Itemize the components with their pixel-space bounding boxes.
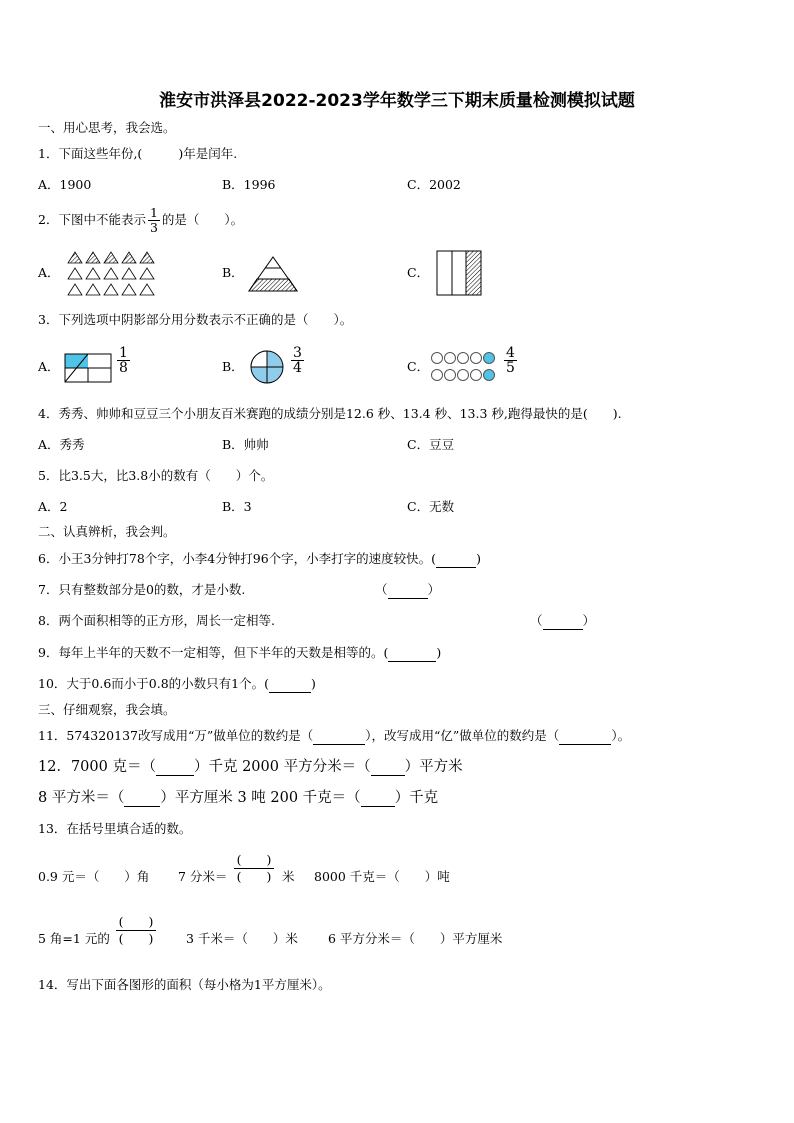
q2-fraction-den: 3 — [149, 220, 158, 235]
q1-stem-b: )年是闰年. — [178, 146, 238, 161]
q2-option-b[interactable]: B． — [222, 265, 244, 280]
q3-a-fraction — [115, 346, 132, 375]
page-title: 淮安市洪泽县2022-2023学年数学三下期末质量检测模拟试题 — [159, 91, 635, 111]
q13-yuan-den[interactable]: ( ) — [118, 931, 154, 946]
q12-l1-c: ）平方米 — [404, 759, 463, 775]
q3-c-num: 4 — [506, 345, 515, 361]
q13-yuan-fraction — [113, 914, 159, 947]
q5-option-c[interactable]: C．无数 — [407, 499, 455, 514]
q13-fenmi-fraction — [231, 852, 277, 885]
q11-text-c: ）。 — [611, 728, 631, 743]
q12-kg-blank[interactable] — [156, 759, 194, 776]
q7-stem: 7．只有整数部分是0的数，才是小数. — [38, 582, 246, 597]
q13-item-fenmi: 7 分米＝ — [178, 869, 228, 884]
q2-option-c[interactable]: C． — [407, 265, 430, 280]
q5-option-a[interactable]: A．2 — [38, 499, 68, 514]
q3-b-den: 4 — [293, 360, 302, 376]
q13-yuan-num[interactable]: ( ) — [116, 914, 156, 931]
q5-option-b[interactable]: B．3 — [222, 499, 252, 514]
q12-l2-b: ）平方厘米 3 吨 200 千克＝（ — [160, 790, 361, 806]
q3-circle-quarters-figure — [250, 350, 284, 388]
q9-answer-blank[interactable] — [388, 645, 436, 662]
q6-end: ) — [476, 551, 481, 566]
q1-option-c[interactable]: C．2002 — [407, 177, 461, 192]
q11-line — [38, 728, 630, 745]
q13-fenmi-den[interactable]: ( ) — [236, 869, 272, 884]
q12-l1-b: ）千克 2000 平方分米＝（ — [193, 759, 371, 775]
q13-stem: 13．在括号里填合适的数。 — [38, 821, 192, 836]
q3-option-b[interactable]: B． — [222, 359, 244, 374]
q11-text-b: ），改写成用“亿”做单位的数约是（ — [365, 728, 560, 743]
q3-a-num: 1 — [119, 345, 128, 361]
q11-wan-blank[interactable] — [313, 728, 365, 745]
q1-stem — [38, 146, 237, 162]
q12-line-1 — [38, 759, 463, 776]
q3-c-fraction — [502, 346, 519, 375]
q13-item-yuan: 5 角=1 元的 — [38, 931, 110, 946]
q12-kilogram-blank[interactable] — [361, 790, 395, 807]
q12-l2-c: ）千克 — [394, 790, 439, 806]
section-1-heading: 一、用心思考，我会选。 — [38, 120, 176, 135]
q3-rectangle-eighths-figure — [64, 353, 112, 387]
q2-option-a[interactable]: A． — [38, 265, 60, 280]
q6-line — [38, 551, 481, 568]
q3-stem: 3．下列选项中阴影部分用分数表示不正确的是（ ）。 — [38, 312, 353, 327]
q10-end: ) — [311, 676, 316, 691]
q2-stem-b: 的是（ ）。 — [161, 212, 244, 227]
q2-rectangle-figure — [436, 250, 482, 300]
q2-triangles-figure — [66, 250, 156, 300]
q7-answer-blank[interactable] — [388, 582, 428, 599]
q3-b-num: 3 — [293, 345, 302, 361]
q13-item-qianmi: 3 千米＝（ ）米 — [186, 931, 298, 946]
section-2-heading: 二、认真辨析，我会判。 — [38, 524, 176, 539]
q9-end: ) — [436, 645, 442, 660]
q12-line-2 — [38, 790, 438, 807]
q3-a-den: 8 — [119, 360, 128, 376]
q2-stem — [38, 206, 243, 235]
q8-answer-blank[interactable] — [543, 613, 583, 630]
q9-line — [38, 645, 441, 662]
q13-item-jiao: 0.9 元＝（ ）角 — [38, 869, 150, 884]
q1-option-b[interactable]: B．1996 — [222, 177, 276, 192]
q12-l2-a: 8 平方米＝（ — [38, 790, 125, 806]
q2-fraction — [148, 206, 160, 235]
q12-sqcm-blank[interactable] — [124, 790, 160, 807]
q13-item-pingfang: 6 平方分米＝（ ）平方厘米 — [328, 931, 503, 946]
q4-option-b[interactable]: B．帅帅 — [222, 437, 269, 452]
q7-end: ） — [427, 582, 441, 597]
q13-item-dun: 8000 千克＝（ ）吨 — [314, 869, 450, 884]
q13-item-mi: 米 — [282, 869, 295, 884]
q2-stem-a: 2．下图中不能表示 — [38, 212, 146, 227]
q4-stem: 4．秀秀、帅帅和豆豆三个小朋友百米赛跑的成绩分别是12.6 秒、13.4 秒、13.3 秒,跑得最快的是( ). — [38, 406, 622, 421]
q10-line — [38, 676, 316, 693]
q6-answer-blank[interactable] — [436, 551, 476, 568]
q8-end: ） — [582, 613, 596, 628]
q10-stem: 10．大于0.6而小于0.8的小数只有1个。( — [38, 676, 269, 691]
q4-option-c[interactable]: C．豆豆 — [407, 437, 455, 452]
q2-pyramid-figure — [248, 256, 298, 296]
q5-stem: 5．比3.5大，比3.8小的数有（ ）个。 — [38, 468, 274, 483]
section-3-heading: 三、仔细观察，我会填。 — [38, 702, 176, 717]
q8-stem: 8．两个面积相等的正方形，周长一定相等. — [38, 613, 275, 628]
q14-stem: 14．写出下面各图形的面积（每小格为1平方厘米）。 — [38, 977, 331, 992]
q12-l1-a: 12．7000 克＝（ — [38, 759, 156, 775]
q1-option-a[interactable]: A．1900 — [38, 177, 92, 192]
q2-fraction-num: 1 — [149, 205, 158, 220]
q3-b-fraction — [289, 346, 306, 375]
q8-answer — [530, 613, 595, 630]
q7-answer — [375, 582, 440, 599]
q9-stem: 9．每年上半年的天数不一定相等，但下半年的天数是相等的。( — [38, 645, 389, 660]
q1-stem-a: 1．下面这些年份,( — [38, 146, 143, 161]
q6-stem: 6．小王3分钟打78个字，小李4分钟打96个字，小李打字的速度较快。( — [38, 551, 437, 566]
q13-fenmi-num[interactable]: ( ) — [234, 852, 274, 869]
q3-option-c[interactable]: C． — [407, 359, 430, 374]
q11-text-a: 11．574320137改写成用“万”做单位的数约是（ — [38, 728, 314, 743]
q4-option-a[interactable]: A．秀秀 — [38, 437, 85, 452]
q8-open: （ — [530, 613, 543, 628]
q3-circles-figure — [430, 351, 500, 387]
q3-c-den: 5 — [506, 360, 515, 376]
q12-sqm-blank[interactable] — [371, 759, 405, 776]
q10-answer-blank[interactable] — [269, 676, 311, 693]
q7-open: （ — [375, 582, 388, 597]
q3-option-a[interactable]: A． — [38, 359, 60, 374]
q11-yi-blank[interactable] — [559, 728, 611, 745]
